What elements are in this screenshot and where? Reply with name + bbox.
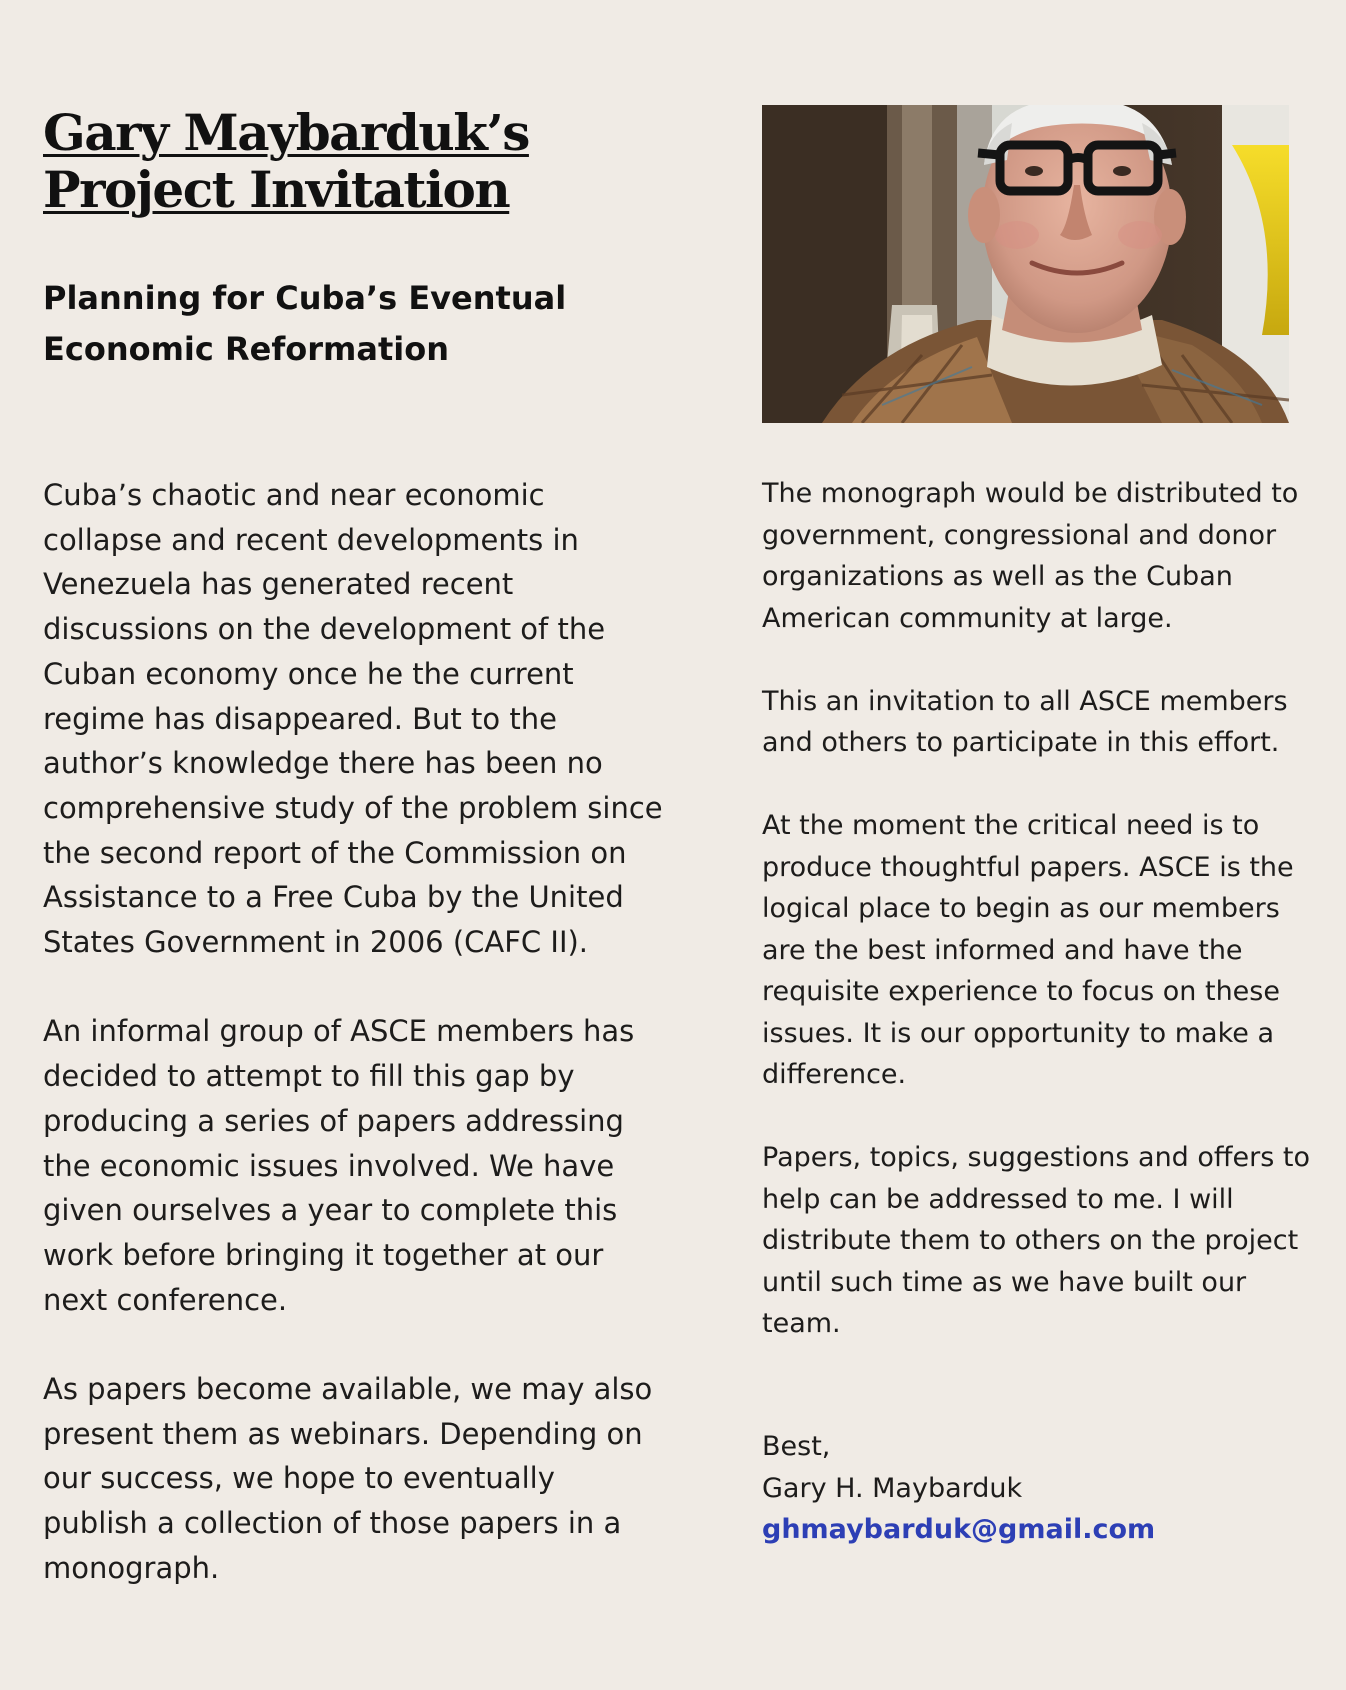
paragraph: As papers become available, we may also present them as webinars. Depending on our success, we hope to eventually publish a collection of those papers in a monograph. <box>43 1372 653 1585</box>
page-title: Gary Maybarduk’s Project Invitation <box>43 103 529 219</box>
right-column-body <box>762 473 1312 1386</box>
paragraph: At the moment the critical need is to produce thoughtful papers. ASCE is the logical place to begin as our members are the best informed and have the requisite experience to focus on these issues. It is our opportunity to make a difference. <box>762 810 1294 1090</box>
signoff <box>762 1426 1302 1551</box>
paragraph: This an invitation to all ASCE members and others to participate in this effort. <box>762 685 1288 758</box>
paragraph: An informal group of ASCE members has decided to attempt to fill this gap by producing a series of papers addressing the economic issues involved. We have given ourselves a year to complete this work before bringing it together at our next conference. <box>43 1014 635 1317</box>
paragraph: Papers, topics, suggestions and offers to help can be addressed to me. I will distribute them to others on the project until such time as we have built our team. <box>762 1142 1310 1339</box>
portrait-photo-icon <box>762 105 1289 423</box>
left-column-body <box>43 473 663 1635</box>
portrait-illustration <box>762 105 1289 423</box>
header <box>43 104 683 375</box>
signer-name: Gary H. Maybarduk <box>762 1472 1023 1504</box>
page-subtitle: Planning for Cuba’s Eventual Economic Reformation <box>43 279 567 368</box>
email-link[interactable]: ghmaybarduk@gmail.com <box>762 1514 1156 1545</box>
paragraph: Cuba’s chaotic and near economic collapse and recent developments in Venezuela has generated recent discussions on the development of the Cuban economy once he the current regime has disappeared. But to the author’s knowledge there has been no comprehensive study of the problem since the second report of the Commission on Assistance to a Free Cuba by the United States Government in 2006 (CAFC II). <box>43 478 663 960</box>
paragraph: The monograph would be distributed to government, congressional and donor organizations as well as the Cuban American community at large. <box>762 478 1299 634</box>
closing: Best, <box>762 1431 831 1462</box>
